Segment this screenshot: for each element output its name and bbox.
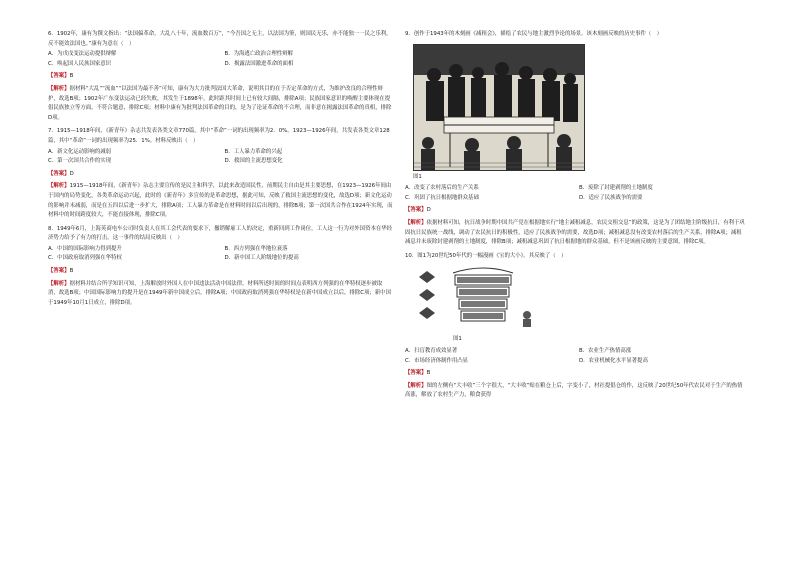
answer-line	[48, 170, 393, 180]
answer-tag: 【答案】	[405, 370, 427, 377]
question-stem: 8．1949年6月，上海英商电车公司时负责人在其工会代表的要求下，撤销解雇工人的决定，重新回到工作岗位，工人这一行为对外国资本在华经济势力给予了有力的打击。这一事件的结局反映出（ ）	[48, 225, 393, 242]
explanation-tag: 【解析】	[48, 85, 70, 92]
options	[405, 347, 745, 366]
cartoon-image	[413, 263, 543, 335]
option-b: B．农业生产热情高涨	[579, 347, 632, 354]
explanation-tag: 【解析】	[48, 280, 70, 287]
answer-tag: 【答案】	[48, 73, 70, 80]
explanation	[405, 219, 745, 248]
figure-caption: 图1	[453, 336, 462, 343]
option-c: C．唤起国人民族国家意识	[48, 60, 112, 67]
figure-caption: 图1	[413, 173, 422, 180]
explanation-tag: 【解析】	[405, 219, 427, 226]
option-a: A．中国的国际影响力得到提升	[48, 245, 122, 252]
option-b: B．废除了封建剥削的土地制度	[579, 185, 653, 192]
question-stem: 10．图1为20世纪50年代的一幅漫画《宝的大小》。其反映了（ ）	[405, 252, 567, 259]
right-column	[405, 30, 745, 405]
explanation	[48, 182, 393, 220]
option-d: D．农业机械化水平显著提高	[579, 357, 648, 364]
question-stem: 7．1915—1918年间，《新青年》杂志共发表各类文章770篇，其中“革命”一词的出现频率为2．0%。1923—1926年间，共发表各类文章128篇，其中“革命”一词的出现频率为25．1%。材料反映出（ ）	[48, 128, 390, 144]
option-a: A．改变了农村落后的生产关系	[405, 185, 479, 192]
answer-value: D	[69, 170, 74, 177]
answer-value: B	[69, 73, 74, 80]
explanation-text: 图的左侧有“大丰收”三个字很大，“大丰收”贴在粮仓上后，字变小了，村社提倡仓的作，这反映了20世纪50年代农民对于生产的热情高涨，解放了农村生产力，粮食获得	[405, 382, 743, 399]
explanation-text: 依据材料可知，抗日战争时期中国共产党在根据地实行“地主减租减息，农民交租交息”的政策，这是为了团结地主阶级抗日，有利于巩固抗日民族统一战线，调动了农民抗日的积极性，适应了民族战争的需要，故选D项；减租减息没有改变农村落后的生产关系，排除A项；减租减息并未废除封建剥削的土地制度，排除B项；减租减息巩固了抗日根据地的群众基础，但不是该画反映的主要意图，排除C项。	[405, 219, 745, 246]
answer-tag: 【答案】	[48, 268, 70, 275]
explanation-text: 据材料并结合所学知识可知，上海解放时外国人在中国违法活动中国法律，材料所述时间的时间点表明西方列强的在华特权逐步被取消，故选B项；中国国际影响力的提升是在1949年新中国成立后，排除A项；中国政府取消列强在华特权是在新中国成立以后，排除C项；新中国于1949年10月1日成立，排除D项。	[48, 280, 391, 306]
explanation	[48, 85, 393, 123]
option-b: B．为海逃亡政治合理性辩解	[224, 51, 293, 58]
answer-line	[48, 267, 393, 277]
explanation-text: 据材料“大乱”“流血”“以法国为最不善”可知，康有为大力批判法国大革命，说明其目的在于否定革命的方式，为维护改良的合理性辩护，故选B项；1902年广东变法运动已经失败，其发生于1898年，此时距其时间上已有较大间隔，排除A项；民族国家意识的唤醒主要体现在提倡民族独立等方面，不符合题意，排除C项；材料中康有为批判法国革命的目的，是为了论证革命的不合理，而非意在揭露法国革命的真相，排除D项。	[48, 85, 392, 121]
option-d: D．救国的主流思想变化	[224, 158, 283, 165]
answer-value: D	[426, 207, 431, 214]
woodcut-image	[414, 45, 584, 170]
answer-line	[48, 72, 393, 82]
question-10	[405, 252, 745, 401]
option-d: D．适应了民族战争的需要	[579, 194, 643, 201]
option-a: A．新文化运动影响的减弱	[48, 148, 111, 155]
option-c: C．巩固了抗日根据地群众基础	[405, 194, 479, 201]
explanation-tag: 【解析】	[405, 382, 427, 389]
option-b: B．西方列强在华地位衰落	[224, 245, 288, 252]
options	[48, 50, 393, 69]
option-c: C．第一次国共合作的实现	[48, 158, 112, 165]
explanation	[405, 382, 745, 401]
answer-tag: 【答案】	[405, 207, 427, 214]
question-6	[48, 30, 393, 123]
answer-line	[405, 369, 745, 379]
answer-value: B	[426, 370, 431, 377]
explanation-text: 1915—1918年间，《新青年》杂志主要宣传的是民主和科学，以此来改造国民性，前期民主自由是其主要思想，在1923—1926年间由于国内的局势变化，各类革命运动兴起，此时的《新青年》多宣传的是革命思想，据此可知，反映了救国主流思想的变化，故选D项；新文化运动的影响并未减弱，而是在五四以后进一步扩大，排除A项；工人暴力革命是在材料时间以后出现的，排除B项；第一次国共合作在1924年实现，而材料中的时间跨度较大，不能直接体现，排除C项。	[48, 183, 393, 219]
explanation	[48, 280, 393, 309]
question-7	[48, 127, 393, 220]
woodcut-illustration	[413, 44, 585, 171]
option-a: A．为戊戌变法运动提供辩解	[48, 51, 117, 58]
question-stem: 9．创作于1943年的木刻画《减租会》，描绘了农民与地主激烈争论的场景。该木刻画反映的历史事件（ ）	[405, 31, 663, 37]
answer-value: B	[69, 268, 74, 275]
option-d: D．揭露法国激进革命的面相	[224, 60, 294, 67]
option-a: A．扫盲教育成效显著	[405, 347, 458, 354]
options	[48, 245, 393, 264]
options	[405, 184, 745, 203]
answer-tag: 【答案】	[48, 170, 70, 177]
option-d: D．新中国工人阶级地位的提高	[224, 255, 299, 262]
question-8	[48, 225, 393, 309]
explanation-tag: 【解析】	[48, 183, 70, 190]
question-stem: 6．1902年，康有为撰文指出：“法国偏革命，大乱八十年，流血数百万”，“今吾国之无主，以法国为鉴，则国民无乐，亦不能独一一民之乐利，反不能效法国也。”康有为意在（ ）	[48, 31, 392, 47]
answer-line	[405, 206, 745, 216]
options	[48, 148, 393, 167]
option-c: C．市场经济体制作用凸显	[405, 357, 469, 364]
question-9	[405, 30, 745, 248]
option-b: B．工人暴力革命的兴起	[224, 148, 283, 155]
cartoon-illustration	[413, 263, 543, 335]
option-c: C．中国政府取消列强在华特权	[48, 255, 122, 262]
left-column	[48, 30, 393, 312]
